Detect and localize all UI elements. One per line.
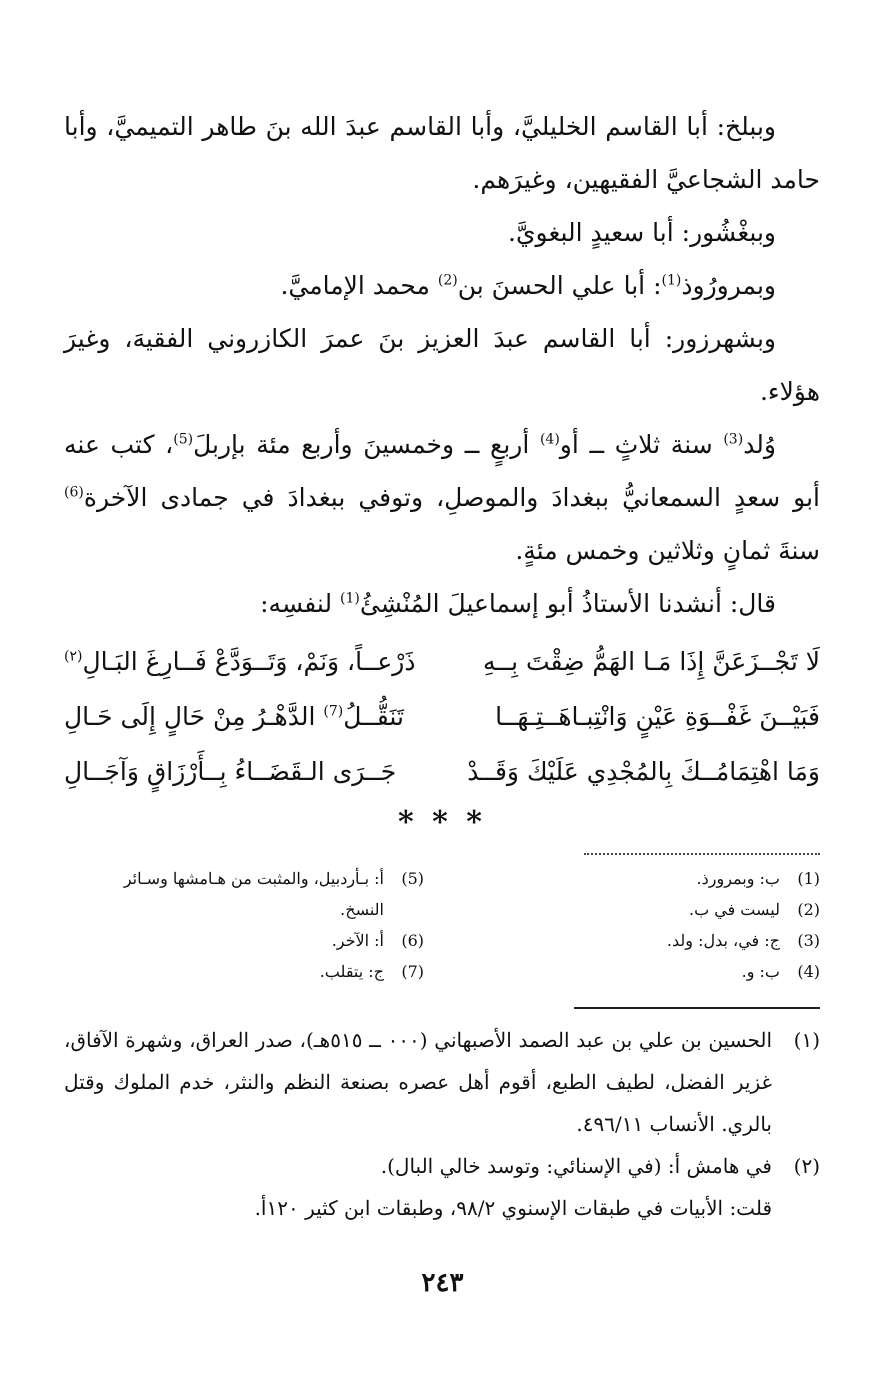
verse (64, 744, 820, 799)
verse-second-hemistich (64, 634, 419, 689)
text-segment: قال: أنشدنا الأستاذُ أبو إسماعيلَ المُنْشِئُ (359, 589, 776, 618)
variant-note-text: أ: بـأردبيل، والمثبت من هـامشها وسـائر (123, 869, 384, 888)
variant-note (64, 863, 424, 894)
paragraph-marwarudh (64, 259, 820, 312)
footnote-marker: (4) (539, 431, 560, 448)
footnote-marker: (1) (661, 272, 682, 289)
paragraph-baghshur: وببغْشُور: أبا سعيدٍ البغويَّ. (508, 218, 776, 247)
variants-divider (584, 853, 820, 855)
verse (64, 689, 820, 744)
editor-footnotes (64, 1019, 820, 1229)
verse-second-hemistich (64, 689, 419, 744)
verse (64, 634, 820, 689)
footnote-marker: (7) (323, 703, 344, 720)
variant-note (64, 956, 424, 987)
variant-note (460, 925, 820, 956)
footnote-text: في هامش أ: (في الإسنائي: وتوسد خالي البال). (380, 1154, 772, 1178)
variant-note-number: (7) (401, 962, 424, 981)
footnote-number: (٢) (793, 1154, 820, 1178)
variant-note-text: ليست في ب. (689, 900, 780, 919)
variant-note-continuation: النسخ. (340, 900, 384, 919)
page-number: ٢٤٣ (421, 1268, 464, 1298)
section-separator: * * * (398, 805, 486, 840)
variant-note-number: (3) (797, 931, 820, 950)
verse-first-hemistich: وَمَا اهْتِمَامُــكَ بِالمُجْدِي عَلَيْكَ وَقَــدْ (467, 757, 820, 786)
footnote-marker: (5) (173, 431, 194, 448)
variant-note-number: (5) (401, 869, 424, 888)
text-segment: الدَّهْـرُ مِنْ حَالٍ إِلَى حَـالِ (64, 702, 324, 731)
footnote-number (772, 1187, 820, 1229)
variant-note-text: ج: يتقلب. (319, 962, 384, 981)
footnote (64, 1187, 820, 1229)
paragraph-recitation (64, 577, 820, 630)
variant-note (64, 925, 424, 956)
variant-notes-left-column (64, 863, 424, 987)
variant-notes (64, 863, 820, 987)
footnotes-divider (574, 1007, 820, 1009)
text-segment: ، كتب عنه أبو سعدٍ السمعانيُّ ببغدادَ والموصلِ، وتوفي ببغدادَ في جمادى الآخرة (64, 430, 820, 512)
text-segment: محمد الإماميَّ. (280, 271, 438, 300)
variant-note-text: ب: و. (741, 962, 780, 981)
text-segment: لنفسِه: (260, 589, 341, 618)
variant-note-number: (1) (797, 869, 820, 888)
variant-note-number: (2) (797, 900, 820, 919)
verse-first-hemistich: فَبَيْــنَ غَفْــوَةِ عَيْنٍ وَانْتِبـاهَــتِـهَــا (495, 702, 820, 731)
footnote (64, 1145, 820, 1187)
footnote-marker: (2) (437, 272, 458, 289)
variant-note-number: (6) (401, 931, 424, 950)
footnote-marker: (٢) (64, 648, 83, 665)
page-content (64, 100, 820, 1229)
text-segment: تَنَقُّــلُ (343, 702, 404, 731)
footnote-marker: (6) (64, 484, 84, 501)
footnote (64, 1019, 820, 1145)
text-segment: ذَرْعــاً، وَنَمْ، وَتَــوَدَّعْ فَــارِغَ البَـالِ (82, 647, 416, 676)
paragraph-birth (64, 418, 820, 577)
text-segment: وبمرورُوذ (681, 271, 776, 300)
variant-note (460, 956, 820, 987)
footnote-number: (١) (793, 1028, 820, 1052)
verse-second-hemistich: جَــرَى الـقَضَــاءُ بِــأَرْزَاقٍ وَآجَــالِ (64, 757, 397, 786)
text-segment: أربعٍ ــ وخمسينَ وأربع مئة بإربلَ (193, 430, 540, 459)
variant-note-text: ب: وبمرورذ. (696, 869, 780, 888)
text-segment: وُلد (743, 430, 776, 459)
paragraph-shahrazur: وبشهرزور: أبا القاسم عبدَ العزيز بنَ عمرَ الكازروني الفقيهَ، وغيرَ هؤلاء. (64, 324, 820, 406)
text-segment: سنةَ ثمانٍ وثلاثين وخمس مئةٍ. (515, 536, 820, 565)
paragraph-balkh: وببلخ: أبا القاسم الخليليَّ، وأبا القاسم عبدَ الله بنَ طاهر التميميَّ، وأبا حامد الشجاعيَّ الفقيهين، وغيرَهم. (64, 112, 820, 194)
variant-note (460, 894, 820, 925)
verse-first-hemistich: لَا تَجْــزَعَنَّ إِذَا مَـا الهَمُّ ضِقْتَ بِــهِ (483, 647, 820, 676)
variant-note (460, 863, 820, 894)
footnote-marker: (3) (723, 431, 744, 448)
text-segment: سنة ثلاثٍ ــ أو (559, 430, 724, 459)
poem (64, 634, 820, 799)
variant-note-text: أ: الآخر. (331, 931, 384, 950)
variant-notes-right-column (460, 863, 820, 987)
variant-note-number: (4) (797, 962, 820, 981)
footnote-text: الحسين بن علي بن عبد الصمد الأصبهاني (٠٠٠ ــ ٥١٥هـ)، صدر العراق، وشهرة الآفاق، غزير الفضل، لطيف الطبع، أقوم أهل عصره بصنعة النظم والنثر، خدم الملوك وقتل بالري. الأنساب ٤٩٦/١١. (64, 1028, 773, 1136)
footnote-text: قلت: الأبيات في طبقات الإسنوي ٩٨/٢، وطبقات ابن كثير ١٢٠أ. (254, 1196, 772, 1220)
text-segment: : أبا علي الحسنَ بن (457, 271, 662, 300)
footnote-marker: (1) (340, 590, 360, 607)
variant-note-text: ج: في، بدل: ولد. (666, 931, 780, 950)
